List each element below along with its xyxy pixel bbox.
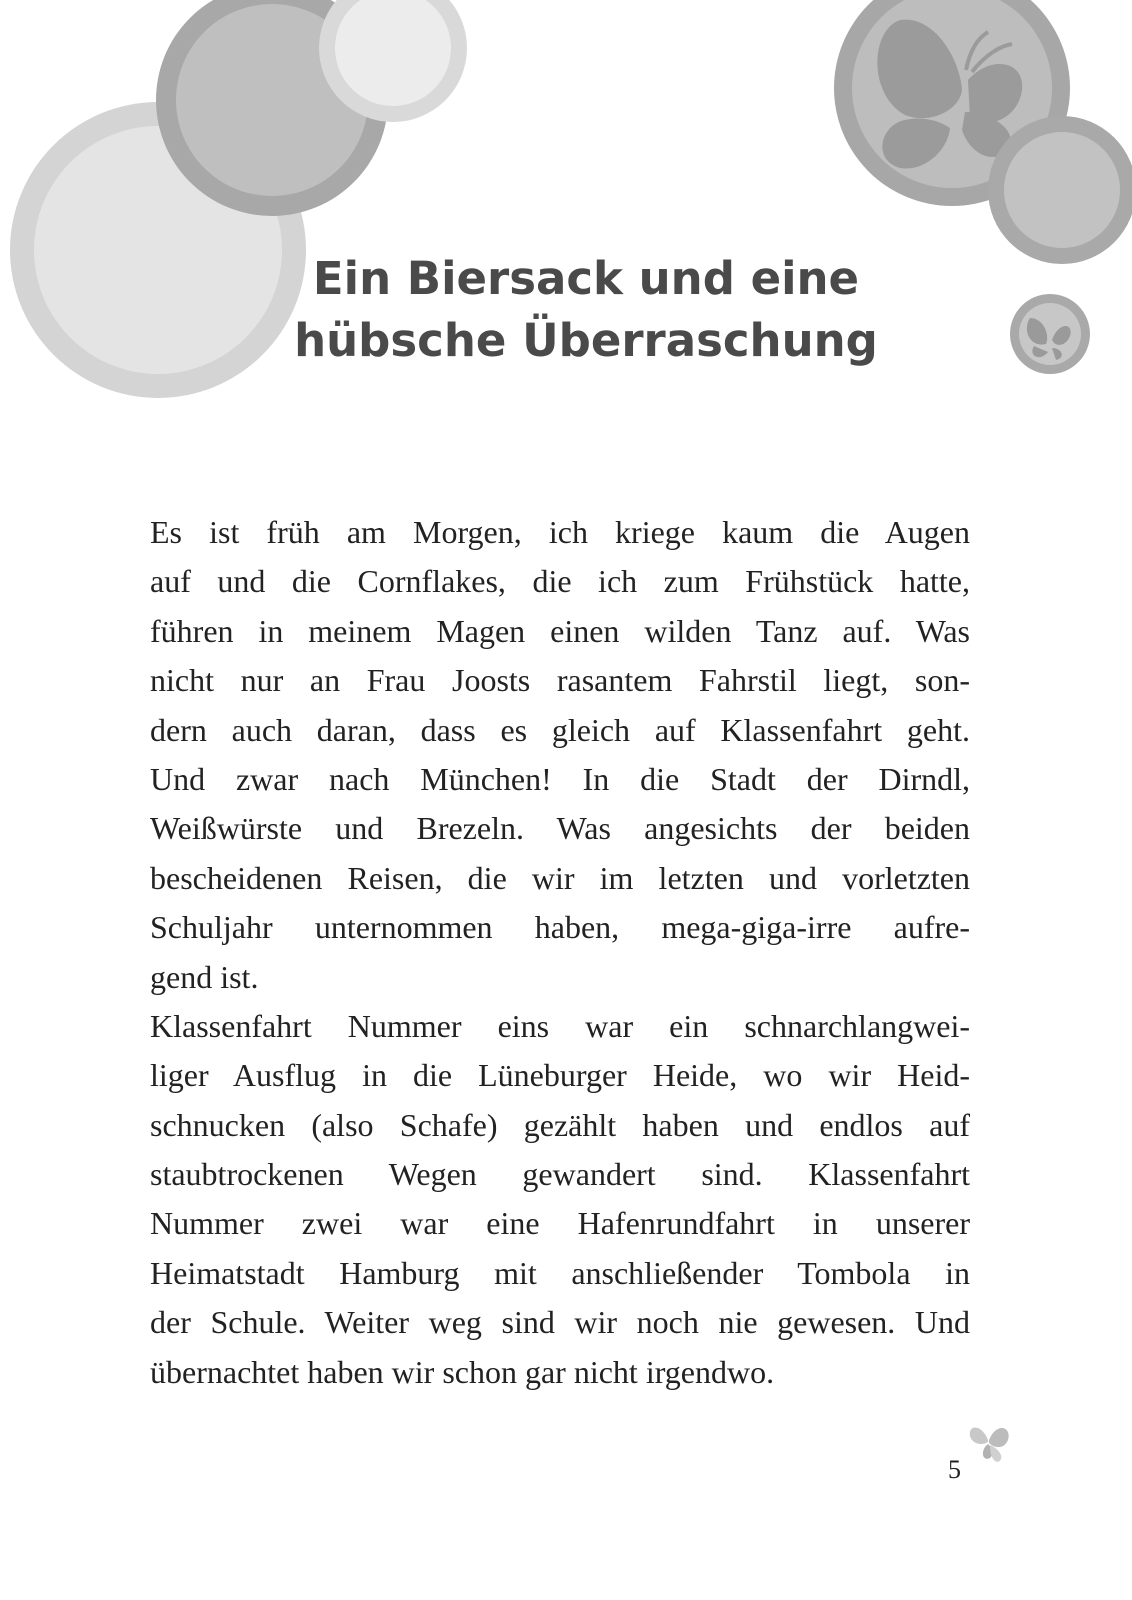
text-line: auf und die Cornflakes, die ich zum Frühstück hatte,: [150, 563, 970, 600]
text-line: bescheidenen Reisen, die wir im letzten und vorletzten: [150, 859, 970, 896]
chapter-title-line-2: hübsche Überraschung: [294, 314, 878, 367]
text-line: Und zwar nach München! In die Stadt der Dirndl,: [150, 760, 970, 797]
corner-butterfly-icon: [962, 1420, 1014, 1466]
page-number: 5: [948, 1455, 961, 1484]
text-line: Weißwürste und Brezeln. Was angesichts der beiden: [150, 810, 970, 847]
text-line: nicht nur an Frau Joosts rasantem Fahrstil liegt, son-: [150, 662, 970, 699]
text-line: Nummer zwei war eine Hafenrundfahrt in unserer: [150, 1205, 970, 1242]
text-line: Heimatstadt Hamburg mit anschließender Tombola in: [150, 1254, 970, 1291]
text-line: führen in meinem Magen einen wilden Tanz auf. Was: [150, 612, 970, 649]
circle-right-lower: [988, 116, 1132, 264]
chapter-title-line-1: Ein Biersack und eine: [312, 252, 860, 305]
text-line: Klassenfahrt Nummer eins war ein schnarchlangwei-: [150, 1007, 970, 1044]
chapter-title: [20, 248, 1132, 372]
text-line: schnucken (also Schafe) gezählt haben und endlos auf: [150, 1106, 970, 1143]
text-line: liger Ausflug in die Lüneburger Heide, wo wir Heid-: [150, 1057, 970, 1094]
text-line: Es ist früh am Morgen, ich kriege kaum die Augen: [150, 514, 970, 550]
body-text: [150, 508, 970, 1397]
text-line: gend ist.: [150, 958, 259, 995]
text-line: dern auch daran, dass es gleich auf Klassenfahrt geht.: [150, 711, 970, 748]
text-line: staubtrockenen Wegen gewandert sind. Klassenfahrt: [150, 1156, 970, 1193]
text-line: der Schule. Weiter weg sind wir noch nie gewesen. Und: [150, 1304, 970, 1341]
text-line: Schuljahr unternommen haben, mega-giga-irre aufre-: [150, 909, 970, 946]
text-line: übernachtet haben wir schon gar nicht irgendwo.: [150, 1353, 775, 1390]
